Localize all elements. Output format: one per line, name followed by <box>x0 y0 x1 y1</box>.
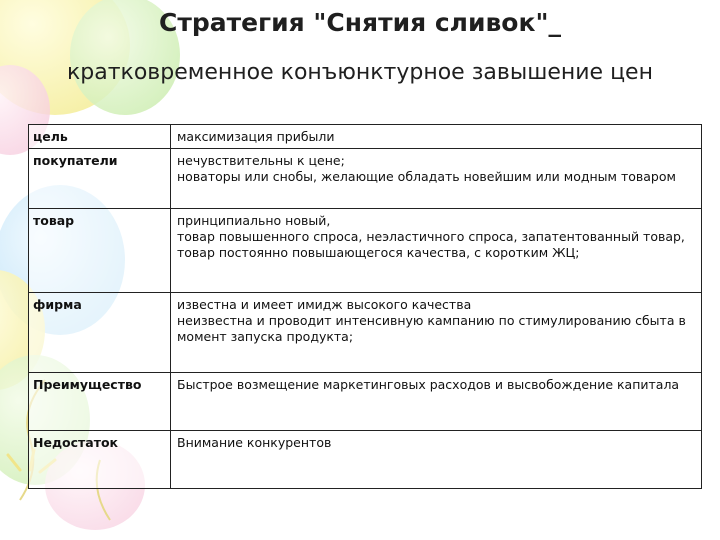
row-description <box>171 209 702 293</box>
row-label: фирма <box>29 293 171 373</box>
table-row <box>29 431 702 489</box>
description-line: Быстрое возмещение маркетинговых расходов и высвобождение капитала <box>177 377 680 392</box>
table-row <box>29 293 702 373</box>
row-label: цель <box>29 125 171 149</box>
row-label: Недостаток <box>29 431 171 489</box>
slide-title: Стратегия "Снятия сливок"_ <box>159 8 561 37</box>
description-line: неизвестна и проводит интенсивную кампанию по стимулированию сбыта в момент запуска продукта; <box>177 313 686 344</box>
row-description <box>171 431 702 489</box>
strategy-table <box>28 124 702 489</box>
table-row <box>29 149 702 209</box>
description-line: товар постоянно повышающегося качества, с коротким ЖЦ; <box>177 245 580 260</box>
description-line: максимизация прибыли <box>177 129 335 144</box>
slide-subtitle: кратковременное конъюнктурное завышение цен <box>67 60 653 85</box>
row-label: покупатели <box>29 149 171 209</box>
table-row <box>29 373 702 431</box>
description-line: Внимание конкурентов <box>177 435 332 450</box>
row-description <box>171 373 702 431</box>
description-line: товар повышенного спроса, неэластичного спроса, запатентованный товар, <box>177 229 685 244</box>
row-label: Преимущество <box>29 373 171 431</box>
row-description <box>171 293 702 373</box>
row-label: товар <box>29 209 171 293</box>
row-description <box>171 125 702 149</box>
description-line: нечувствительны к цене; <box>177 153 345 168</box>
table-row <box>29 209 702 293</box>
description-line: принципиально новый, <box>177 213 331 228</box>
description-line: известна и имеет имидж высокого качества <box>177 297 472 312</box>
row-description <box>171 149 702 209</box>
description-line: новаторы или снобы, желающие обладать новейшим или модным товаром <box>177 169 676 184</box>
table-row <box>29 125 702 149</box>
